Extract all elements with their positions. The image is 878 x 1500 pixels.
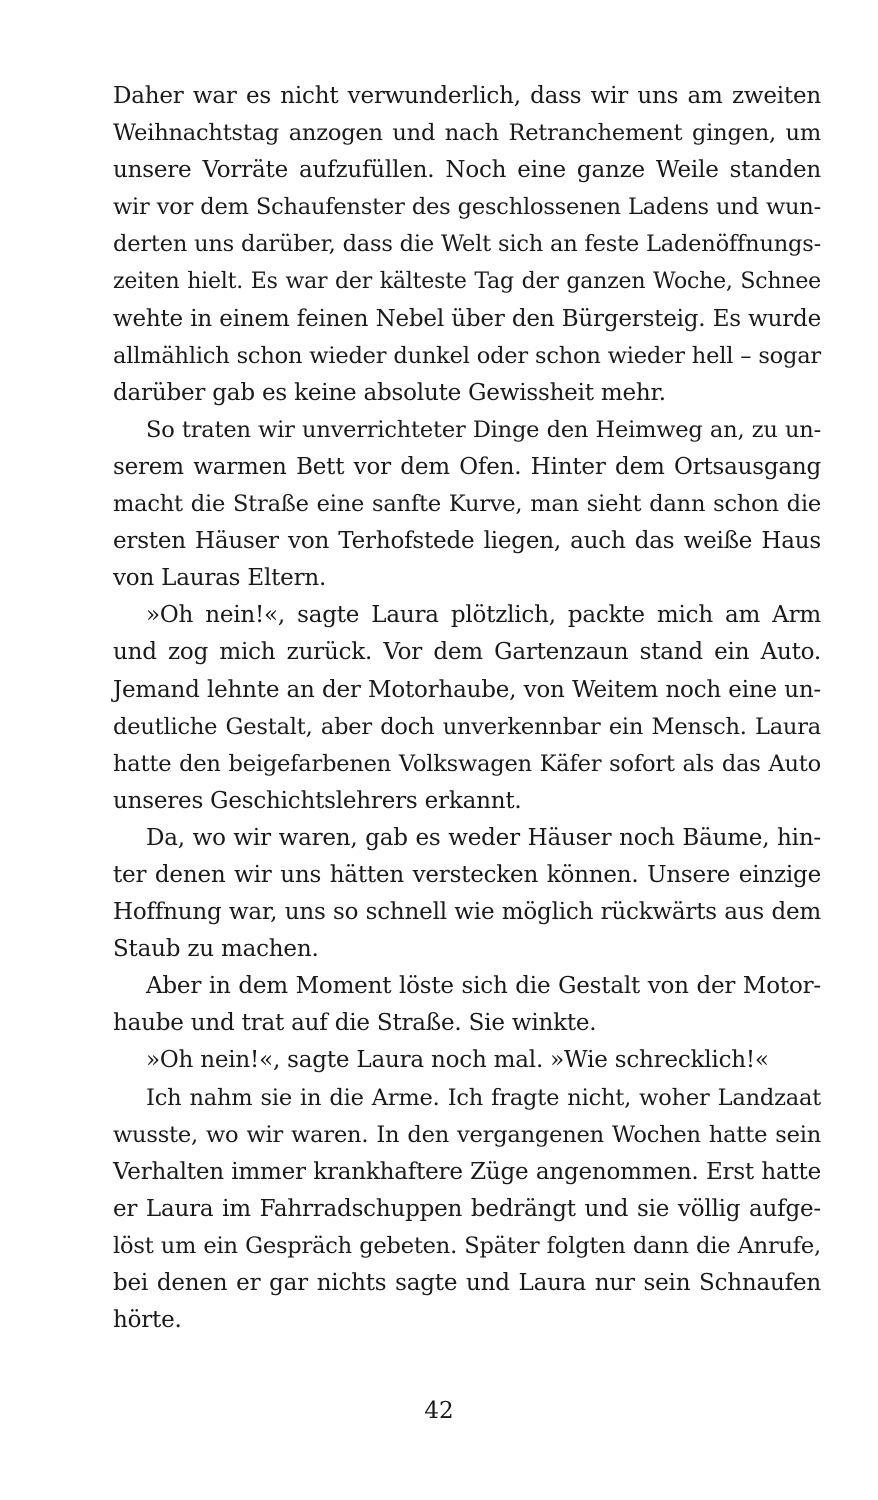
page-number: 42 <box>424 1398 454 1424</box>
text-line: haube und trat auf die Straße. Sie winkte. <box>113 1010 597 1037</box>
text-line: ersten Häuser von Terhofstede liegen, auch das weiße Haus <box>113 528 821 555</box>
text-line: serem warmen Bett vor dem Ofen. Hinter dem Ortsausgang <box>113 453 821 480</box>
text-line: Da, wo wir waren, gab es weder Häuser noch Bäume, hin- <box>146 824 821 851</box>
body-text <box>113 78 821 1339</box>
text-line: wusste, wo wir waren. In den vergangenen Wochen hatte sein <box>113 1121 821 1148</box>
paragraph <box>113 968 821 1042</box>
paragraph <box>113 412 821 597</box>
paragraph <box>113 1080 821 1340</box>
text-line: ter denen wir uns hätten verstecken können. Unsere einzige <box>113 861 821 888</box>
text-line: Staub zu machen. <box>113 936 319 963</box>
text-line: »Oh nein!«, sagte Laura noch mal. »Wie schrecklich!« <box>146 1047 769 1074</box>
text-line: Verhalten immer krankhaftere Züge angenommen. Erst hatte <box>113 1158 821 1185</box>
text-line: darüber gab es keine absolute Gewissheit mehr. <box>113 379 666 406</box>
text-line: unseres Geschichtslehrers erkannt. <box>113 787 522 814</box>
text-line: derten uns darüber, dass die Welt sich an feste Ladenöffnungs- <box>113 231 821 258</box>
text-line: hatte den beigefarbenen Volkswagen Käfer sofort als das Auto <box>113 750 821 777</box>
text-line: Daher war es nicht verwunderlich, dass wir uns am zweiten <box>113 83 821 109</box>
paragraph <box>113 597 821 820</box>
text-line: löst um ein Gespräch gebeten. Später folgten dann die Anrufe, <box>113 1232 821 1259</box>
text-line: allmählich schon wieder dunkel oder schon wieder hell – sogar <box>113 342 821 369</box>
text-line: zeiten hielt. Es war der kälteste Tag der ganzen Woche, Schnee <box>113 269 821 295</box>
text-line: deutliche Gestalt, aber doch unverkennbar ein Mensch. Laura <box>113 713 821 740</box>
text-line: macht die Straße eine sanfte Kurve, man sieht dann schon die <box>113 491 821 518</box>
text-line: Weihnachtstag anzogen und nach Retranchement gingen, um <box>113 120 821 147</box>
text-line: Jemand lehnte an der Motorhaube, von Weitem noch eine un- <box>113 676 821 703</box>
text-line: So traten wir unverrichteter Dinge den Heimweg an, zu un- <box>146 416 821 443</box>
paragraph <box>113 78 821 412</box>
text-line: von Lauras Eltern. <box>113 565 327 592</box>
text-line: wehte in einem feinen Nebel über den Bürgersteig. Es wurde <box>113 305 821 332</box>
text-line: Hoffnung war, uns so schnell wie möglich rückwärts aus dem <box>113 899 821 926</box>
text-line: er Laura im Fahrradschuppen bedrängt und sie völlig aufge- <box>113 1195 821 1222</box>
text-line: und zog mich zurück. Vor dem Gartenzaun stand ein Auto. <box>113 639 821 666</box>
text-line: wir vor dem Schaufenster des geschlossenen Ladens und wun- <box>113 194 821 221</box>
text-line: unsere Vorräte aufzufüllen. Noch eine ganze Weile standen <box>113 157 821 184</box>
paragraph <box>113 820 821 968</box>
text-line: »Oh nein!«, sagte Laura plötzlich, packte mich am Arm <box>146 602 821 629</box>
text-line: bei denen er gar nichts sagte und Laura nur sein Schnaufen <box>113 1270 821 1296</box>
text-line: Aber in dem Moment löste sich die Gestalt von der Motor- <box>146 973 821 1000</box>
text-line: Ich nahm sie in die Arme. Ich fragte nicht, woher Landzaat <box>146 1084 821 1111</box>
paragraph <box>113 1042 821 1079</box>
text-line: hörte. <box>113 1307 182 1334</box>
